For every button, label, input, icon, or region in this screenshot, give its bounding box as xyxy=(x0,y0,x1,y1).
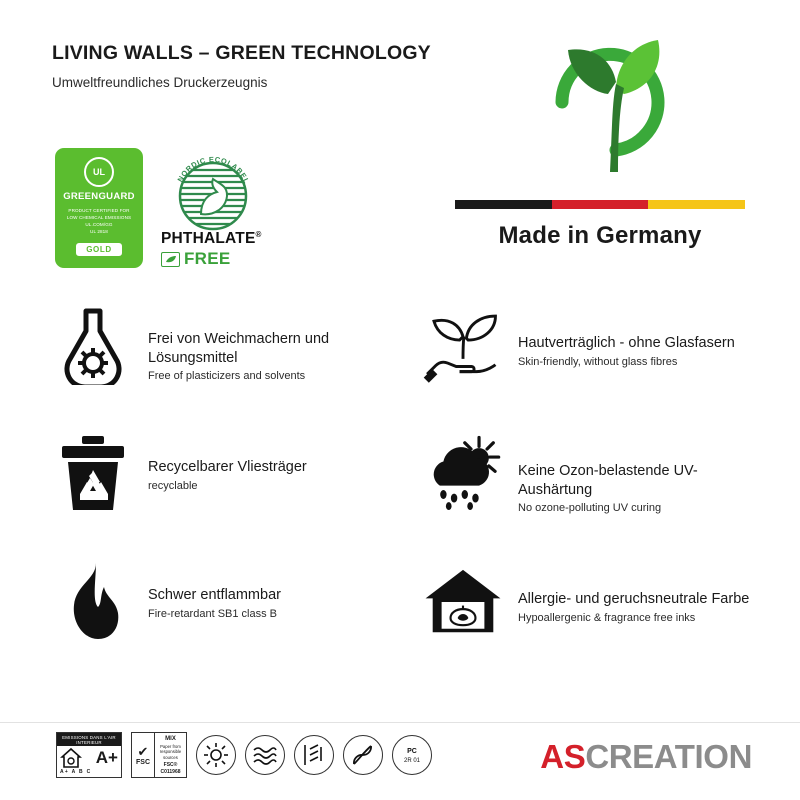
brush-symbol-icon xyxy=(294,735,334,775)
logo-creation: CREATION xyxy=(585,738,752,775)
header xyxy=(52,42,482,90)
certification-badges xyxy=(55,148,267,269)
greenguard-badge xyxy=(55,148,143,268)
feature-item xyxy=(52,428,422,556)
page-subtitle: Umweltfreundliches Druckerzeugnis xyxy=(52,75,268,90)
leaf-box-icon xyxy=(161,252,180,267)
indoor-air-emissions-label xyxy=(56,732,122,778)
german-flag-bar xyxy=(455,200,745,209)
feature-grid xyxy=(52,300,762,676)
greenguard-line1: PRODUCT CERTIFIED FOR xyxy=(68,208,130,213)
feature-title: Allergie- und geruchsneutrale Farbe xyxy=(518,591,750,607)
greenguard-level: GOLD xyxy=(76,243,122,256)
feature-item xyxy=(422,428,762,556)
fsc-tree-icon: ✔ xyxy=(137,743,149,759)
nordic-ecolabel-badge xyxy=(159,148,267,269)
nordic-swan-icon xyxy=(167,150,259,242)
greenguard-details xyxy=(60,207,138,235)
greenguard-line4: UL 2818 xyxy=(90,229,108,235)
svg-text:PC: PC xyxy=(407,748,417,755)
page-title: LIVING WALLS – GREEN TECHNOLOGY xyxy=(52,42,431,64)
made-in-germany-caption: Made in Germany xyxy=(498,222,702,249)
greenguard-line2: LOW CHEMICAL EMISSIONS xyxy=(66,215,132,221)
leaf-logo-icon xyxy=(520,22,700,192)
feature-title: Schwer entflammbar xyxy=(148,587,281,603)
recycle-bin-icon xyxy=(52,428,134,520)
fsc-mix: MIX xyxy=(165,736,176,742)
ul-mark-icon: UL xyxy=(84,157,114,187)
as-creation-logo xyxy=(540,738,752,776)
feature-subtitle: Skin-friendly, without glass fibres xyxy=(518,355,678,368)
feature-title: Frei von Weichmachern und Lösungsmittel xyxy=(148,331,330,366)
flag-stripe-red xyxy=(552,200,649,209)
feature-item xyxy=(422,300,762,428)
emissions-scale: A+ A B C xyxy=(60,769,92,775)
greenguard-line3: UL.COM/GG xyxy=(85,222,113,228)
feature-item xyxy=(422,556,762,676)
hand-plant-icon xyxy=(422,300,504,392)
pattern-match-symbol-icon xyxy=(392,735,432,775)
svg-text:NORDIC ECOLABEL: NORDIC ECOLABEL xyxy=(175,154,252,186)
flag-stripe-gold xyxy=(648,200,745,209)
feature-title: Hautverträglich - ohne Glasfasern xyxy=(518,335,735,351)
feature-subtitle: No ozone-polluting UV curing xyxy=(518,502,662,515)
fsc-label xyxy=(131,732,187,778)
svg-text:2R 01: 2R 01 xyxy=(403,758,421,764)
flask-icon xyxy=(52,300,134,392)
greenguard-name: GREENGUARD xyxy=(63,191,135,202)
fsc-line1: Paper from xyxy=(160,743,181,749)
free-word: FREE xyxy=(184,249,231,269)
house-small-icon xyxy=(60,747,82,769)
strippable-symbol-icon xyxy=(343,735,383,775)
feature-subtitle: recyclable xyxy=(148,479,198,492)
house-leaf-icon xyxy=(422,556,504,648)
feature-title: Recycelbarer Vliesträger xyxy=(148,459,307,475)
fsc-line2: responsible sources xyxy=(159,749,182,760)
footer-certification-icons xyxy=(56,732,432,778)
feature-item xyxy=(52,556,422,676)
flame-icon xyxy=(52,556,134,648)
sun-cloud-rain-icon xyxy=(422,428,504,520)
fsc-code: FSC® C011968 xyxy=(160,762,181,775)
emissions-header: EMISSIONS DANS L'AIR INTERIEUR xyxy=(57,733,121,746)
footer-divider xyxy=(0,722,800,723)
waves-symbol-icon xyxy=(245,735,285,775)
feature-item xyxy=(52,300,422,428)
feature-subtitle: Free of plasticizers and solvents xyxy=(148,370,306,383)
logo-as: AS xyxy=(540,738,586,775)
feature-subtitle: Fire-retardant SB1 class B xyxy=(148,607,277,620)
feature-title: Keine Ozon-belastende UV-Aushärtung xyxy=(518,463,698,498)
sun-symbol-icon xyxy=(196,735,236,775)
phthalate-word: PHTHALATE® xyxy=(161,230,262,248)
flag-stripe-black xyxy=(455,200,552,209)
footer xyxy=(0,722,800,800)
feature-subtitle: Hypoallergenic & fragrance free inks xyxy=(518,611,696,624)
fsc-name: FSC xyxy=(136,758,150,766)
emissions-rating: A+ xyxy=(95,748,118,767)
